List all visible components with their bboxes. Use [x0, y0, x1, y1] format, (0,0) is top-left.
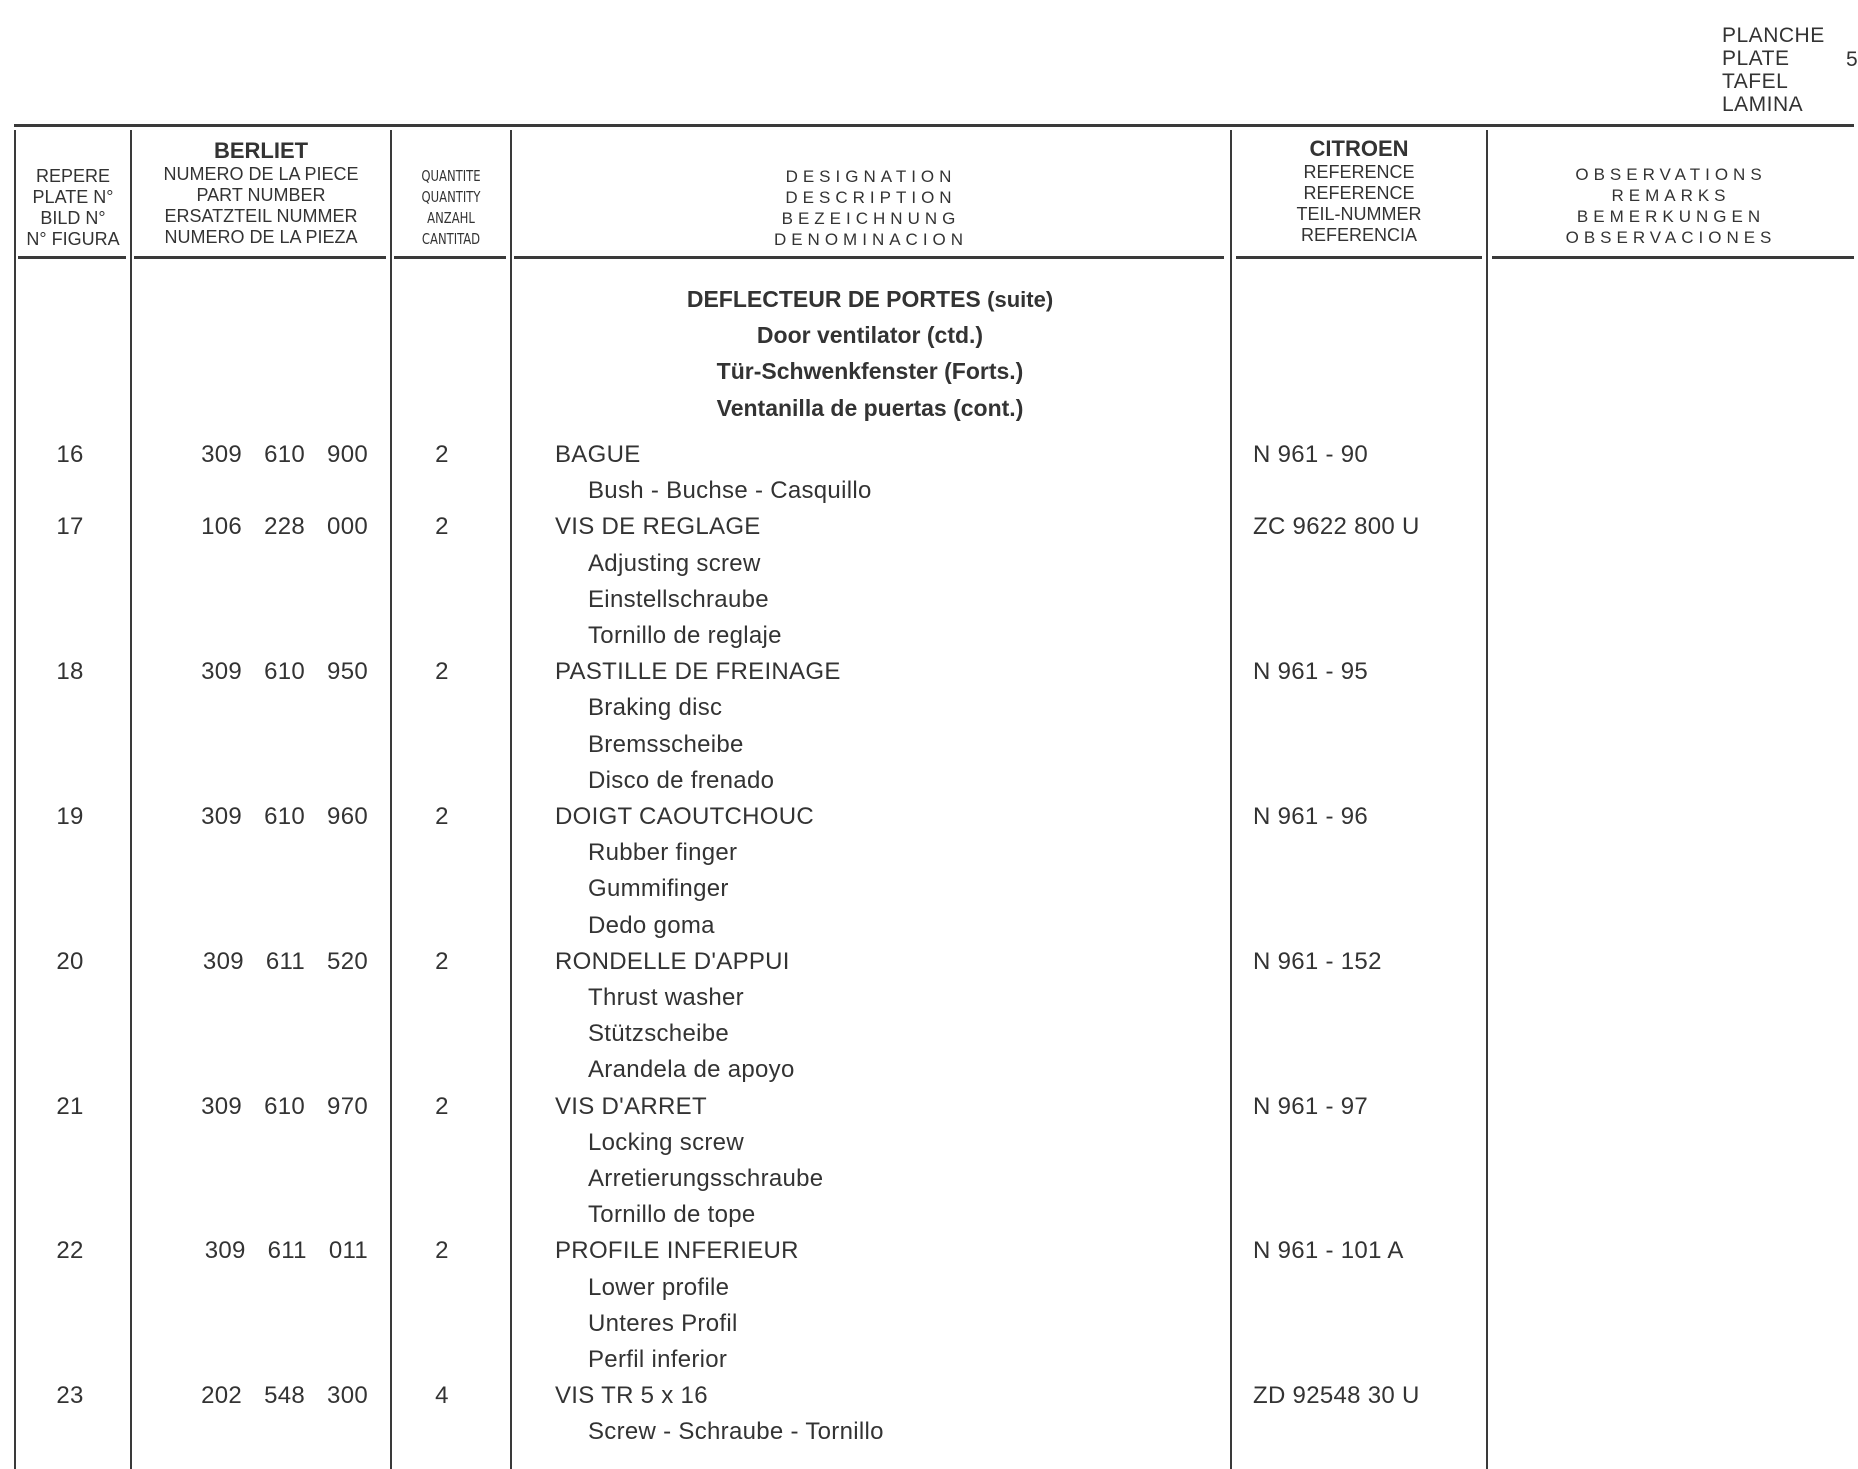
part-number-group: 611	[265, 948, 306, 975]
section-title-de: Tür-Schwenkfenster (Forts.)	[716, 358, 1024, 384]
citroen-reference: N 961 - 90	[1253, 441, 1369, 468]
part-number-group: 900	[327, 441, 368, 468]
table-top-rule	[14, 124, 1854, 127]
citroen-reference: N 961 - 101 A	[1253, 1237, 1404, 1264]
part-number-group: 309	[202, 948, 244, 975]
header-line: REMARKS	[1611, 186, 1731, 205]
header-rule	[18, 256, 126, 259]
header-line: PART NUMBER	[196, 185, 326, 205]
berliet-part-number	[134, 803, 388, 831]
designation: VIS DE REGLAGE	[555, 513, 761, 540]
part-number-group: 309	[201, 441, 243, 468]
quantity: 2	[435, 948, 449, 975]
part-number-group: 228	[264, 513, 306, 540]
citroen-reference: N 961 - 95	[1253, 658, 1369, 685]
header-rule	[1492, 256, 1854, 259]
designation-translation: Dedo goma	[588, 912, 715, 939]
part-number-group: 106	[201, 513, 243, 540]
designation: PROFILE INFERIEUR	[555, 1237, 799, 1264]
designation-translation: Lower profile	[588, 1274, 730, 1301]
repere-number: 18	[56, 658, 84, 685]
designation-translation: Arandela de apoyo	[588, 1056, 795, 1083]
header-line: N° FIGURA	[26, 229, 120, 249]
header-berliet	[132, 138, 390, 248]
header-line: BEZEICHNUNG	[781, 209, 961, 228]
designation: PASTILLE DE FREINAGE	[555, 658, 841, 685]
designation-translation: Einstellschraube	[588, 586, 769, 613]
part-number-group: 960	[327, 803, 368, 830]
section-title-fr	[510, 286, 1230, 313]
part-number-group: 309	[201, 803, 243, 830]
part-number-group: 610	[264, 803, 306, 830]
header-line: DESIGNATION	[785, 167, 957, 186]
quantity: 2	[435, 803, 449, 830]
section-title-fr-text: DEFLECTEUR DE PORTES	[686, 286, 981, 312]
header-line: OBSERVACIONES	[1565, 228, 1777, 247]
designation: VIS D'ARRET	[555, 1093, 707, 1120]
plate-label-es: LAMINA	[1722, 93, 1804, 116]
section-title-fr-suffix: (suite)	[987, 287, 1054, 312]
designation-translation: Gummifinger	[588, 875, 729, 902]
header-rule	[134, 256, 386, 259]
part-number-group: 520	[327, 948, 368, 975]
repere-number: 16	[56, 441, 84, 468]
designation-translation: Arretierungsschraube	[588, 1165, 824, 1192]
designation-translation: Perfil inferior	[588, 1346, 728, 1373]
plate-number: 5	[1846, 48, 1858, 71]
berliet-part-number	[134, 513, 388, 541]
header-line: REPERE	[35, 166, 111, 186]
designation-translation: Thrust washer	[588, 984, 744, 1011]
header-line: OBSERVATIONS	[1575, 165, 1767, 184]
designation-translation: Adjusting screw	[588, 550, 761, 577]
header-quantity	[392, 166, 510, 250]
berliet-part-number	[134, 1382, 388, 1410]
plate-label-en: PLATE	[1722, 47, 1790, 70]
part-number-group: 300	[327, 1382, 368, 1409]
berliet-part-number	[134, 1093, 388, 1121]
designation-translation: Disco de frenado	[588, 767, 775, 794]
header-line: REFERENCE	[1303, 162, 1415, 182]
header-line: BILD N°	[40, 208, 106, 228]
berliet-part-number	[134, 658, 388, 686]
designation: VIS TR 5 x 16	[555, 1382, 708, 1409]
quantity: 2	[435, 441, 449, 468]
berliet-brand: BERLIET	[213, 138, 309, 163]
designation-translation: Stützscheibe	[588, 1020, 730, 1047]
designation-translation: Tornillo de tope	[588, 1201, 756, 1228]
plate-label-fr: PLANCHE	[1722, 24, 1825, 47]
citroen-reference: N 961 - 96	[1253, 803, 1369, 830]
part-number-group: 548	[264, 1382, 306, 1409]
header-line: DENOMINACION	[773, 230, 969, 249]
part-number-group: 970	[327, 1093, 368, 1120]
designation-translation: Bush - Buchse - Casquillo	[588, 477, 872, 504]
part-number-group: 610	[264, 1093, 306, 1120]
header-line: DESCRIPTION	[785, 188, 957, 207]
column-divider	[130, 130, 132, 1469]
part-number-group: 309	[201, 1093, 243, 1120]
designation: RONDELLE D'APPUI	[555, 948, 790, 975]
citroen-reference: N 961 - 97	[1253, 1093, 1369, 1120]
designation-translation: Braking disc	[588, 694, 723, 721]
part-number-group: 000	[327, 513, 368, 540]
section-title-es: Ventanilla de puertas (cont.)	[716, 395, 1024, 421]
header-citroen	[1232, 136, 1486, 246]
part-number-group: 309	[201, 658, 243, 685]
repere-number: 17	[56, 513, 84, 540]
berliet-part-number	[134, 441, 388, 469]
quantity: 2	[435, 1093, 449, 1120]
part-number-group: 011	[328, 1237, 368, 1264]
part-number-group: 610	[264, 658, 306, 685]
repere-number: 19	[56, 803, 84, 830]
designation-translation: Rubber finger	[588, 839, 738, 866]
header-line: QUANTITE	[421, 167, 481, 185]
repere-number: 23	[56, 1382, 84, 1409]
designation-translation: Screw - Schraube - Tornillo	[588, 1418, 884, 1445]
header-line: TEIL-NUMMER	[1296, 204, 1422, 224]
designation-translation: Tornillo de reglaje	[588, 622, 782, 649]
header-line: QUANTITY	[421, 188, 481, 206]
header-line: CANTITAD	[421, 230, 481, 248]
quantity: 2	[435, 1237, 449, 1264]
designation: DOIGT CAOUTCHOUC	[555, 803, 815, 830]
header-line: REFERENCIA	[1300, 225, 1417, 245]
plate-label	[1722, 24, 1825, 116]
column-divider	[14, 130, 16, 1469]
part-number-group: 611	[267, 1237, 307, 1264]
header-designation	[512, 166, 1230, 250]
header-observations	[1488, 164, 1854, 248]
column-divider	[1230, 130, 1232, 1469]
header-line: PLATE N°	[32, 187, 114, 207]
citroen-reference: ZC 9622 800 U	[1253, 513, 1420, 540]
designation: BAGUE	[555, 441, 641, 468]
designation-translation: Unteres Profil	[588, 1310, 738, 1337]
header-line: ERSATZTEIL NUMMER	[164, 206, 358, 226]
repere-number: 22	[56, 1237, 84, 1264]
column-divider	[1486, 130, 1488, 1469]
quantity: 2	[435, 658, 449, 685]
berliet-part-number	[134, 1237, 388, 1265]
repere-number: 21	[56, 1093, 84, 1120]
header-rule	[394, 256, 506, 259]
header-rule	[514, 256, 1224, 259]
citroen-reference: ZD 92548 30 U	[1253, 1382, 1420, 1409]
citroen-brand: CITROEN	[1309, 136, 1409, 161]
plate-label-de: TAFEL	[1722, 70, 1789, 93]
berliet-part-number	[134, 948, 388, 976]
designation-translation: Locking screw	[588, 1129, 744, 1156]
quantity: 2	[435, 513, 449, 540]
column-divider	[390, 130, 392, 1469]
header-line: ANZAHL	[427, 209, 475, 227]
part-number-group: 309	[204, 1237, 246, 1264]
header-line: REFERENCE	[1303, 183, 1415, 203]
header-repere	[16, 166, 130, 250]
citroen-reference: N 961 - 152	[1253, 948, 1382, 975]
part-number-group: 202	[201, 1382, 243, 1409]
header-line: BEMERKUNGEN	[1576, 207, 1766, 226]
header-line: NUMERO DE LA PIEZA	[164, 227, 358, 247]
designation-translation: Bremsscheibe	[588, 731, 744, 758]
section-title-en: Door ventilator (ctd.)	[756, 322, 984, 348]
quantity: 4	[435, 1382, 449, 1409]
part-number-group: 610	[264, 441, 306, 468]
header-rule	[1236, 256, 1482, 259]
header-line: NUMERO DE LA PIECE	[163, 164, 359, 184]
part-number-group: 950	[327, 658, 368, 685]
repere-number: 20	[56, 948, 84, 975]
